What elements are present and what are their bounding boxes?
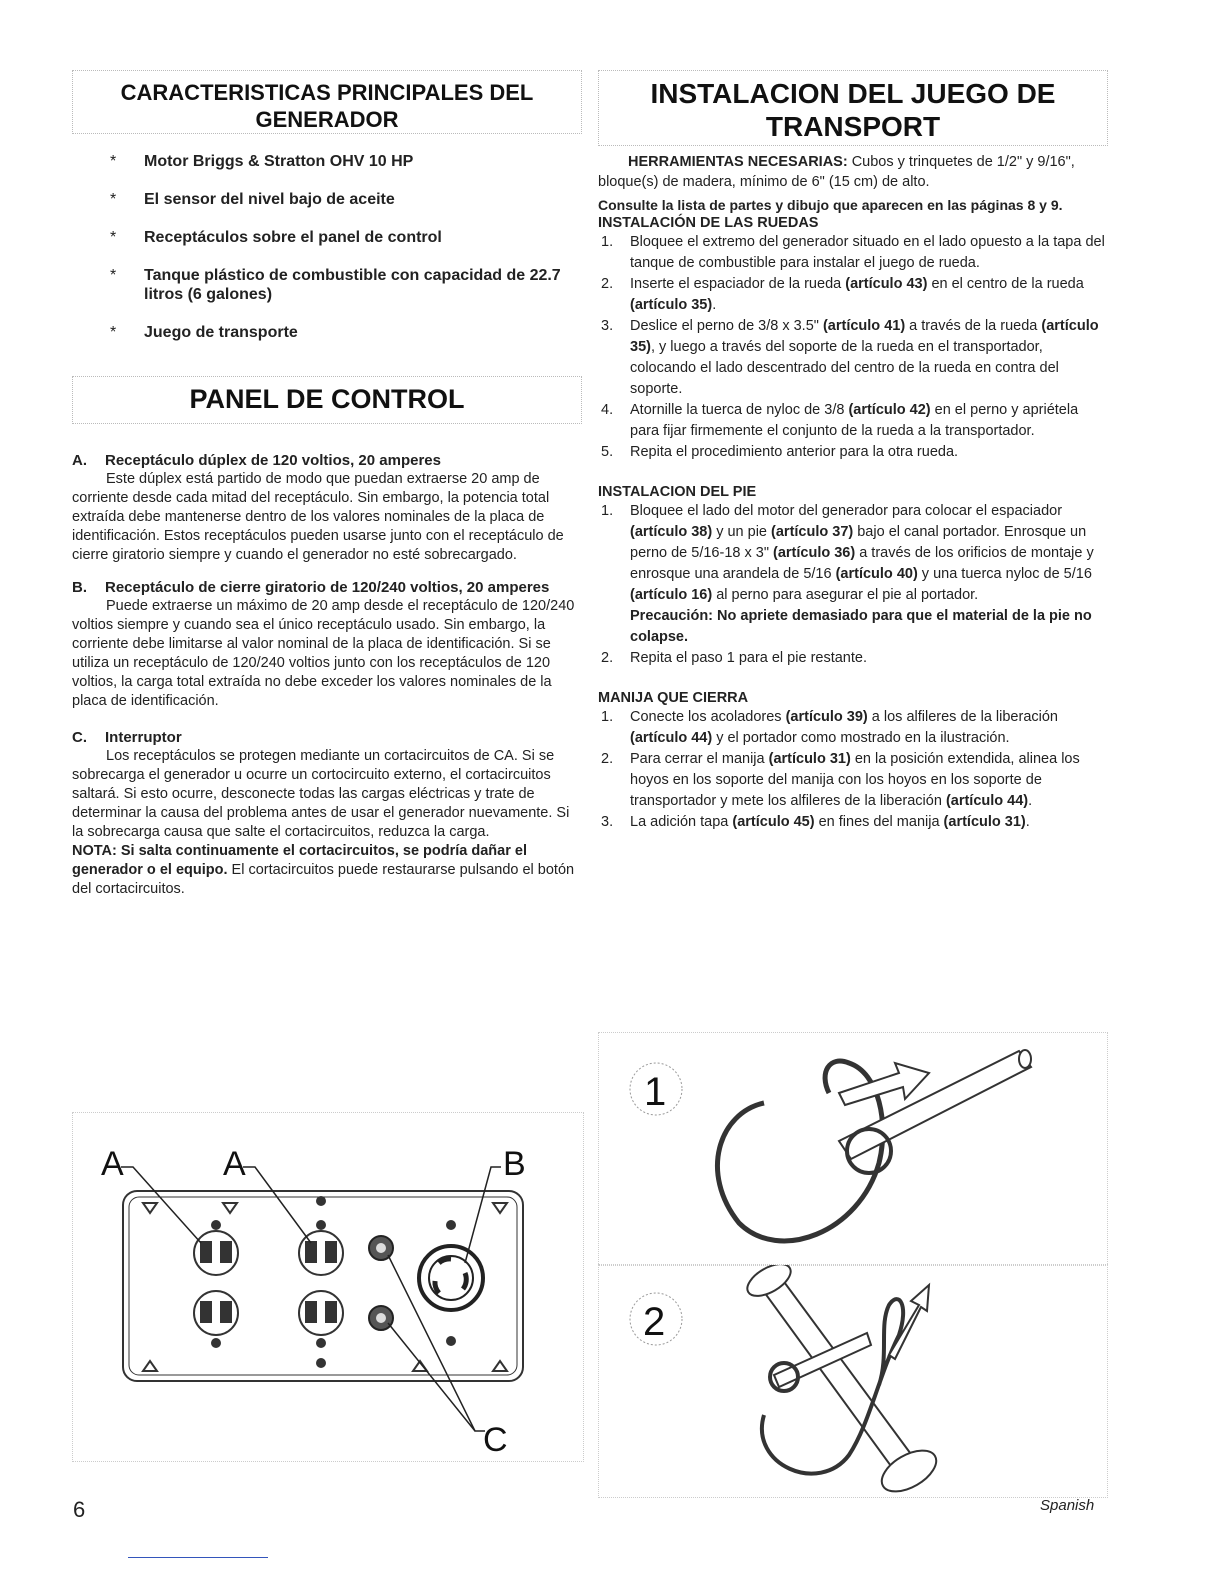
part-reference: (artículo 44) [630, 730, 713, 746]
step-text: . [712, 297, 717, 313]
foot-heading: INSTALACION DEL PIE [598, 484, 757, 500]
language-label: Spanish [1040, 1497, 1095, 1514]
step-text: en fines del manija [814, 814, 944, 830]
step-text: bajo el canal portador. Enrosque un perno de 5/16-18 x 3" [630, 524, 1087, 561]
twist-lock-receptacle [419, 1220, 483, 1346]
part-reference: (artículo 45) [732, 814, 815, 830]
step-number: 2. [601, 650, 614, 666]
list-item [598, 501, 1108, 648]
section-b [72, 579, 582, 711]
part-reference: (artículo 40) [835, 566, 918, 582]
step-text: Bloquee el extremo del generador situado en el lado opuesto a la tapa del tanque de combustible para instalar el juego de rueda. [630, 234, 1105, 271]
step-text: al perno para asegurar el pie al portador. [712, 587, 979, 603]
step-number: 2. [601, 276, 614, 292]
list-item: * Motor Briggs & Stratton OHV 10 HP [110, 153, 414, 170]
step-text: en el perno y apriétela para fijar firmemente el conjunto de la rueda a la transportador. [630, 402, 1079, 439]
tools-paragraph: HERRAMIENTAS NECESARIAS: Cubos y trinquetes de 1/2" y 9/16", bloque(s) de madera, mínimo de 6" (15 cm) de alto. [598, 154, 1075, 190]
list-item [598, 749, 1108, 812]
step-text: , y luego a través del soporte de la rueda en el transportador, colocando el lado descentrado del centro de la rueda en contra del soporte. [630, 339, 1059, 397]
step-number: 5. [601, 444, 614, 460]
section-body: Los receptáculos se protegen mediante un cortacircuitos de CA. Si se sobrecarga el generador u ocurre un cortocircuito externo, el cortacircuitos saltará. Si esto ocurre, desconecte todas las cargas eléctricas y trate de determinar la causa del problema antes de usar el generador nuevamente. Si la sobrecarga causa que salte el cortacircuitos, reduzca la carga. [72, 748, 570, 840]
consult-note: Consulte la lista de partes y dibujo que aparecen en las páginas 8 y 9. [598, 197, 1063, 213]
label-a2: A [223, 1145, 246, 1183]
step-number: 1. [601, 709, 614, 725]
part-reference: (artículo 35) [630, 318, 1099, 355]
step-number: 3. [601, 814, 614, 830]
step-number: 2. [601, 751, 614, 767]
step-text: y un pie [712, 524, 772, 540]
part-reference: (artículo 39) [785, 709, 868, 725]
left-column [72, 70, 582, 899]
bullet-star: * [110, 153, 117, 170]
step-number: 4. [601, 402, 614, 418]
control-panel-illustration [73, 1113, 583, 1461]
list-item [598, 707, 1108, 749]
step-text: Repita el procedimiento anterior para la otra rueda. [630, 444, 959, 460]
section-body: Puede extraerse un máximo de 20 amp desde el receptáculo de 120/240 voltios siempre y cuando sea el único receptáculo usado. Sin embargo, la corriente debe limitarse al valor nominal de la placa de identificación. Si se utiliza un receptáculo de 120/240 voltios junto con los receptáculos de 120 voltios, la carga total extraída no debe exceder los valores nominales de la placa de identificación. [72, 598, 575, 709]
control-panel-diagram [72, 1112, 584, 1462]
list-item [598, 442, 1108, 463]
step-text: Deslice el perno de 3/8 x 3.5" [630, 318, 823, 334]
step-text: Bloquee el lado del motor del generador para colocar el espaciador [630, 503, 1063, 519]
step-text: a los alfileres de la liberación [867, 709, 1058, 725]
part-reference: (artículo 41) [822, 318, 906, 334]
list-item: * El sensor del nivel bajo de aceite [110, 191, 395, 208]
section-note: NOTA: Si salta continuamente el cortacircuitos, se podría dañar el generador o el equipo. El cortacircuitos puede restaurarse pulsando el botón del cortacircuitos. [72, 843, 575, 897]
release-pin-1 [839, 1051, 1031, 1159]
bullet-star: * [110, 229, 117, 246]
footer-link-underline [128, 1557, 268, 1558]
part-reference: (artículo 31) [768, 751, 851, 767]
step-text: en la posición extendida, alinea los hoyos en los soporte del manija con los hoyos en los soporte de transportador y mete los alfileres de la liberación [630, 751, 1080, 809]
part-reference: (artículo 37) [771, 524, 854, 540]
list-item [598, 648, 1108, 669]
section-title: C. Interruptor [72, 729, 182, 746]
step-text: y el portador como mostrado en la ilustración. [712, 730, 1010, 746]
label-b: B [503, 1145, 526, 1183]
features-heading: CARACTERISTICAS PRINCIPALES DEL GENERADOR [72, 70, 582, 134]
wheels-steps [598, 232, 1108, 463]
part-reference: (artículo 43) [845, 276, 928, 292]
handle-steps [598, 707, 1108, 833]
step-text: Atornille la tuerca de nyloc de 3/8 [630, 402, 849, 418]
step-text: . [1028, 793, 1033, 809]
features-list [72, 152, 582, 342]
bullet-star: * [110, 324, 117, 341]
illustration-2 [598, 1264, 1108, 1498]
step-text: Inserte el espaciador de la rueda [630, 276, 846, 292]
bullet-star: * [110, 191, 117, 208]
label-a1: A [101, 1145, 124, 1183]
duplex-receptacle-1 [194, 1220, 238, 1348]
part-reference: (artículo 16) [630, 587, 713, 603]
step-text: Para cerrar el manija [630, 751, 769, 767]
section-body: Este dúplex está partido de modo que puedan extraerse 20 amp de corriente desde cada mitad del receptáculo. Sin embargo, la potencia total extraída debe mantenerse dentro de los valores nominales de la placa de identificación. Estos receptáculos pueden usarse junto con el receptáculo de cierre giratorio siempre y cuando el generador no esté sobrecargado. [72, 471, 564, 563]
step-number-1: 1 [644, 1070, 667, 1114]
foot-steps [598, 501, 1108, 669]
step-text: en el centro de la rueda [927, 276, 1084, 292]
handle-heading: MANIJA QUE CIERRA [598, 690, 749, 706]
part-reference: (artículo 36) [773, 545, 856, 561]
step-number: 1. [601, 503, 614, 519]
arrow-2 [889, 1285, 929, 1359]
wheels-heading: INSTALACIÓN DE LAS RUEDAS [598, 215, 819, 231]
step-text: y una tuerca nyloc de 5/16 [917, 566, 1092, 582]
list-item [598, 232, 1108, 274]
part-reference: (artículo 44) [945, 793, 1029, 809]
step-number: 1. [601, 234, 614, 250]
list-item [598, 812, 1108, 833]
list-item: * Juego de transporte [110, 324, 298, 341]
step-number-2: 2 [643, 1300, 666, 1344]
right-column [598, 70, 1108, 833]
step-text: Conecte los acoladores [630, 709, 786, 725]
list-item: * Receptáculos sobre el panel de control [110, 229, 442, 246]
part-reference: (artículo 42) [848, 402, 931, 418]
section-title: B. Receptáculo de cierre giratorio de 120/240 voltios, 20 amperes [72, 579, 550, 596]
list-item [598, 316, 1108, 400]
duplex-receptacle-2 [299, 1196, 343, 1368]
part-reference: (artículo 31) [943, 814, 1026, 830]
list-item [598, 274, 1108, 316]
list-item [598, 400, 1108, 442]
panel-heading: PANEL DE CONTROL [72, 376, 582, 424]
circuit-breakers [369, 1236, 393, 1330]
install-heading: INSTALACION DEL JUEGO DE TRANSPORT [598, 70, 1108, 146]
step-text: a través de la rueda [905, 318, 1042, 334]
step-text: a través de los orificios de montaje y enrosque una arandela de 5/16 [630, 545, 1094, 582]
list-item: * Tanque plástico de combustible con capacidad de 22.7 litros (6 galones) [110, 267, 561, 303]
step-number: 3. [601, 318, 614, 334]
step-text: La adición tapa [630, 814, 733, 830]
section-title: A. Receptáculo dúplex de 120 voltios, 20 amperes [72, 452, 441, 469]
illustration-1 [598, 1032, 1108, 1266]
label-c: C [483, 1421, 508, 1459]
section-c [72, 729, 582, 899]
bullet-star: * [110, 267, 117, 284]
step-text: . [1025, 814, 1030, 830]
caution-text: Precaución: No apriete demasiado para que el material de la pie no colapse. [630, 608, 1092, 645]
arrow-1 [839, 1063, 929, 1105]
section-a [72, 452, 582, 565]
part-reference: (artículo 38) [630, 524, 713, 540]
page-number: 6 [73, 1497, 86, 1522]
step-text: Repita el paso 1 para el pie restante. [630, 650, 867, 666]
part-reference: (artículo 35) [630, 297, 713, 313]
